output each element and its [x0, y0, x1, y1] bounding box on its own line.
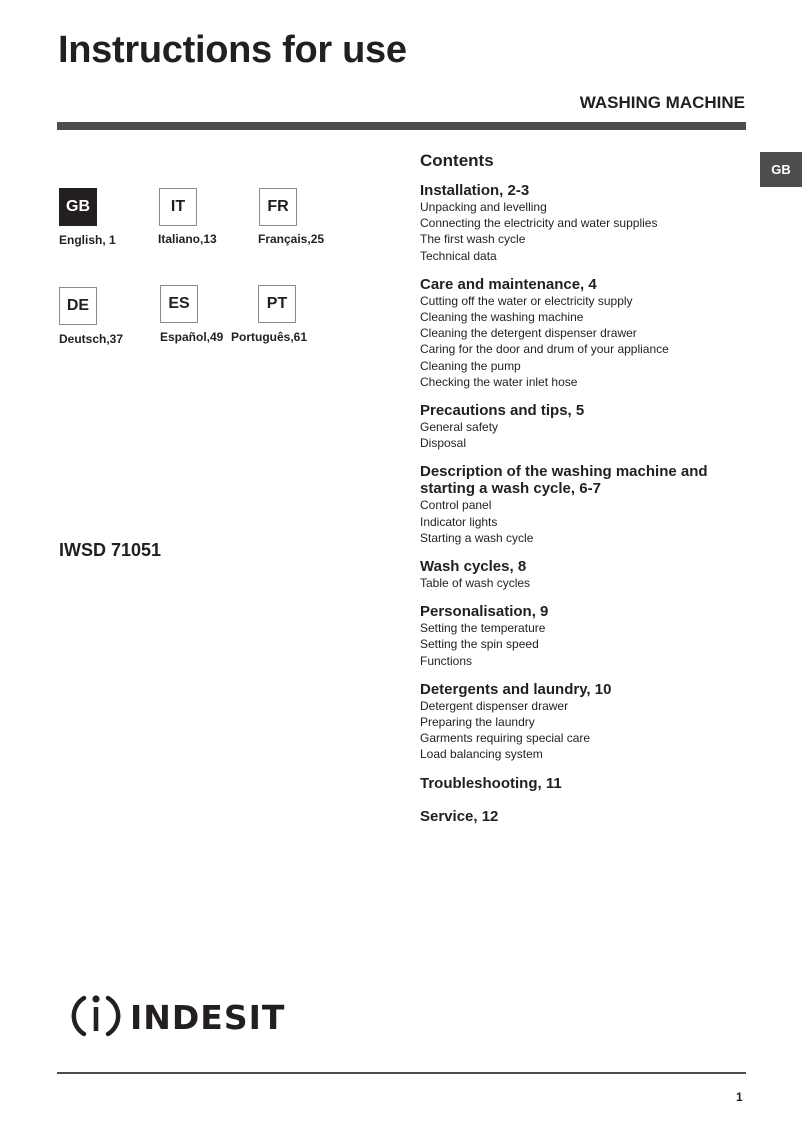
toc-item[interactable]: Cleaning the detergent dispenser drawer: [420, 326, 637, 341]
toc-section-installation: [420, 182, 750, 264]
contents-heading: Contents: [420, 151, 494, 170]
toc-item[interactable]: Preparing the laundry: [420, 715, 535, 730]
toc-section-detergents: [420, 681, 750, 763]
toc-item[interactable]: Indicator lights: [420, 514, 498, 529]
toc-item[interactable]: Setting the temperature: [420, 621, 546, 636]
toc-item[interactable]: Cleaning the washing machine: [420, 310, 584, 325]
toc-item[interactable]: Setting the spin speed: [420, 637, 539, 652]
language-label-it[interactable]: Italiano,13: [158, 232, 217, 246]
language-box-it[interactable]: IT: [159, 188, 197, 226]
language-box-es[interactable]: ES: [160, 285, 198, 323]
toc-section-title[interactable]: Personalisation, 9: [420, 603, 549, 621]
toc-section-title[interactable]: Service, 12: [420, 807, 499, 825]
toc-section-care: [420, 276, 750, 390]
language-label-de[interactable]: Deutsch,37: [59, 332, 124, 346]
toc-item[interactable]: Cutting off the water or electricity supply: [420, 293, 633, 308]
brand-name: INDESIT: [130, 998, 286, 1037]
toc-item[interactable]: Garments requiring special care: [420, 731, 591, 746]
toc-item[interactable]: Functions: [420, 653, 473, 668]
model-number: IWSD 71051: [59, 540, 162, 560]
toc-section-title[interactable]: Detergents and laundry, 10: [420, 680, 612, 698]
indesit-i-logo-icon: [70, 990, 122, 1047]
document-subtitle: WASHING MACHINE: [579, 93, 745, 112]
language-label-es[interactable]: Español,49: [160, 330, 224, 344]
language-label-pt[interactable]: Português,61: [231, 330, 308, 344]
header-divider: [57, 122, 746, 130]
language-label-gb[interactable]: English, 1: [59, 233, 116, 247]
language-box-gb[interactable]: GB: [59, 188, 97, 226]
language-box-de[interactable]: DE: [59, 287, 97, 325]
toc-item[interactable]: Disposal: [420, 436, 467, 451]
toc-section-wash-cycles: [420, 558, 750, 591]
toc-item[interactable]: The first wash cycle: [420, 232, 526, 247]
toc-section-precautions: [420, 402, 750, 451]
toc-item[interactable]: Caring for the door and drum of your appliance: [420, 342, 669, 357]
toc-item[interactable]: Table of wash cycles: [420, 576, 531, 591]
toc-section-title[interactable]: Description of the washing machine and starting a wash cycle, 6-7: [420, 463, 708, 498]
page-number: 1: [736, 1090, 743, 1104]
toc-section-title[interactable]: Wash cycles, 8: [420, 558, 527, 576]
language-box-fr[interactable]: FR: [259, 188, 297, 226]
toc-item[interactable]: Unpacking and levelling: [420, 200, 547, 214]
toc-section-troubleshooting: [420, 775, 750, 792]
toc-section-title[interactable]: Precautions and tips, 5: [420, 402, 585, 420]
toc-item[interactable]: Technical data: [420, 248, 497, 263]
footer-divider: [57, 1072, 746, 1074]
table-of-contents: [420, 150, 750, 837]
toc-item[interactable]: Detergent dispenser drawer: [420, 698, 569, 713]
toc-section-service: [420, 808, 750, 825]
toc-section-personalisation: [420, 603, 750, 669]
language-box-pt[interactable]: PT: [258, 285, 296, 323]
toc-item[interactable]: Control panel: [420, 498, 492, 513]
toc-item[interactable]: Cleaning the pump: [420, 358, 521, 373]
toc-item[interactable]: Load balancing system: [420, 747, 543, 762]
language-side-tab[interactable]: GB: [760, 152, 802, 187]
toc-section-description: [420, 463, 750, 546]
brand-logo: [70, 992, 285, 1044]
language-label-fr[interactable]: Français,25: [258, 232, 325, 246]
toc-section-title[interactable]: Installation, 2-3: [420, 182, 530, 199]
toc-item[interactable]: Connecting the electricity and water supplies: [420, 216, 658, 231]
document-title: Instructions for use: [58, 29, 407, 71]
toc-section-title[interactable]: Troubleshooting, 11: [420, 774, 562, 792]
toc-section-title[interactable]: Care and maintenance, 4: [420, 275, 597, 293]
toc-item[interactable]: Checking the water inlet hose: [420, 374, 578, 389]
toc-item[interactable]: Starting a wash cycle: [420, 530, 534, 545]
toc-item[interactable]: General safety: [420, 420, 499, 435]
